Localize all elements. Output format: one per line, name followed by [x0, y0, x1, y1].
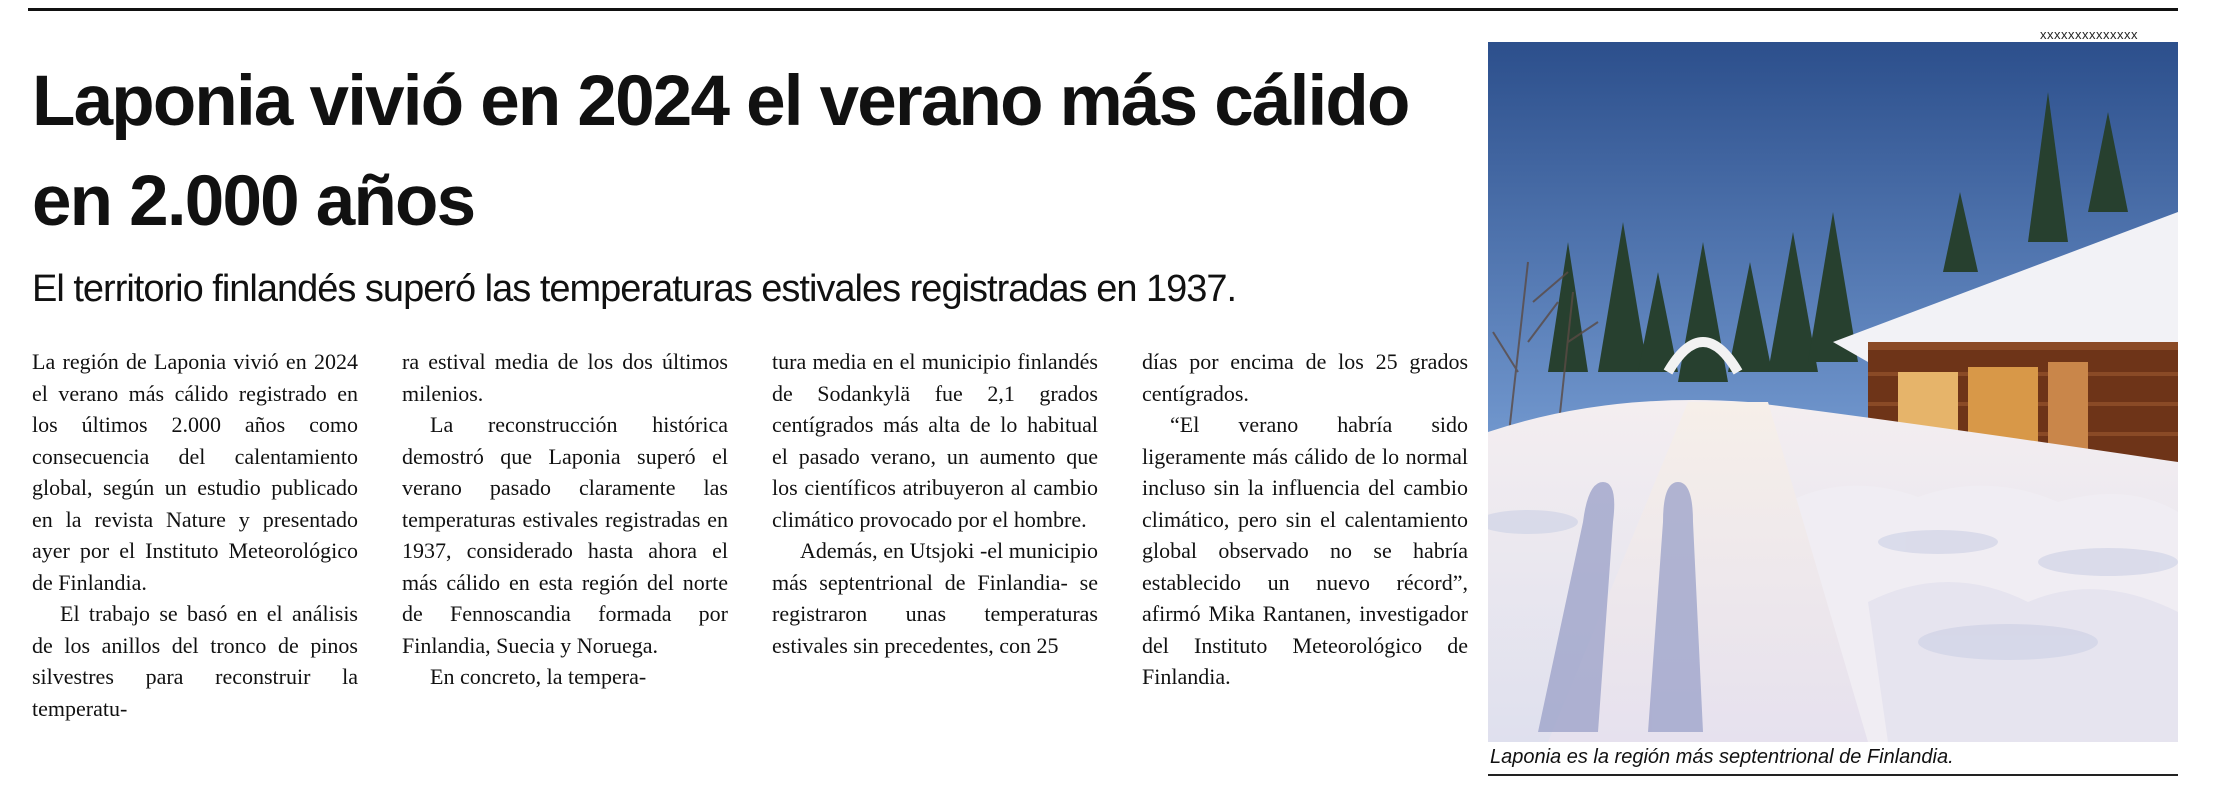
article-column-1	[32, 346, 358, 786]
article-column-4	[1142, 346, 1468, 786]
article-paragraph: días por encima de los 25 grados centígrados.	[1142, 349, 1468, 406]
subheadline: El territorio finlandés superó las temperaturas estivales registradas en 1937.	[32, 268, 1237, 310]
article-paragraph: El trabajo se basó en el análisis de los anillos del tronco de pinos silvestres para reconstruir la temperatu-	[32, 601, 358, 721]
article-paragraph: La reconstrucción histórica demostró que Laponia superó el verano pasado claramente las temperaturas estivales registradas en 1937, considerado hasta ahora el más cálido en esta región del norte de Fennoscandia formada por Finlandia, Suecia y Noruega.	[402, 412, 728, 658]
article-paragraph: tura media en el municipio finlandés de Sodankylä fue 2,1 grados centígrados más alta de lo habitual el pasado verano, un aumento que los científicos atribuyeron al cambio climático provocado por el hombre.	[772, 349, 1098, 532]
article-column-2	[402, 346, 728, 786]
article-body	[32, 346, 1468, 786]
article-paragraph: “El verano habría sido ligeramente más cálido de lo normal incluso sin la influencia del cambio climático, pero sin el calentamiento global observado no se habría establecido un nuevo récord”, afirmó Mika Rantanen, investigador del Instituto Meteorológico de Finlandia.	[1142, 412, 1468, 689]
snowy-lapland-path-photo	[1488, 42, 2178, 742]
article-paragraph: En concreto, la tempera-	[430, 664, 647, 689]
photo-caption: Laponia es la región más septentrional de Finlandia.	[1490, 746, 1954, 768]
top-rule	[28, 8, 2178, 11]
article-paragraph: La región de Laponia vivió en 2024 el verano más cálido registrado en los últimos 2.000 años como consecuencia del calentamiento global, según un estudio publicado en la revista Nature y presentado ayer por el Instituto Meteorológico de Finlandia.	[32, 349, 358, 595]
section-tag: xxxxxxxxxxxxxx	[2040, 27, 2138, 42]
article-column-3	[772, 346, 1098, 786]
article-paragraph: Además, en Utsjoki -el municipio más septentrional de Finlandia- se registraron unas temperaturas estivales sin precedentes, con 25	[772, 538, 1098, 658]
caption-rule	[1488, 774, 2178, 776]
headline: Laponia vivió en 2024 el verano más cálido en 2.000 años	[32, 62, 1409, 241]
article-paragraph: ra estival media de los dos últimos milenios.	[402, 349, 728, 406]
